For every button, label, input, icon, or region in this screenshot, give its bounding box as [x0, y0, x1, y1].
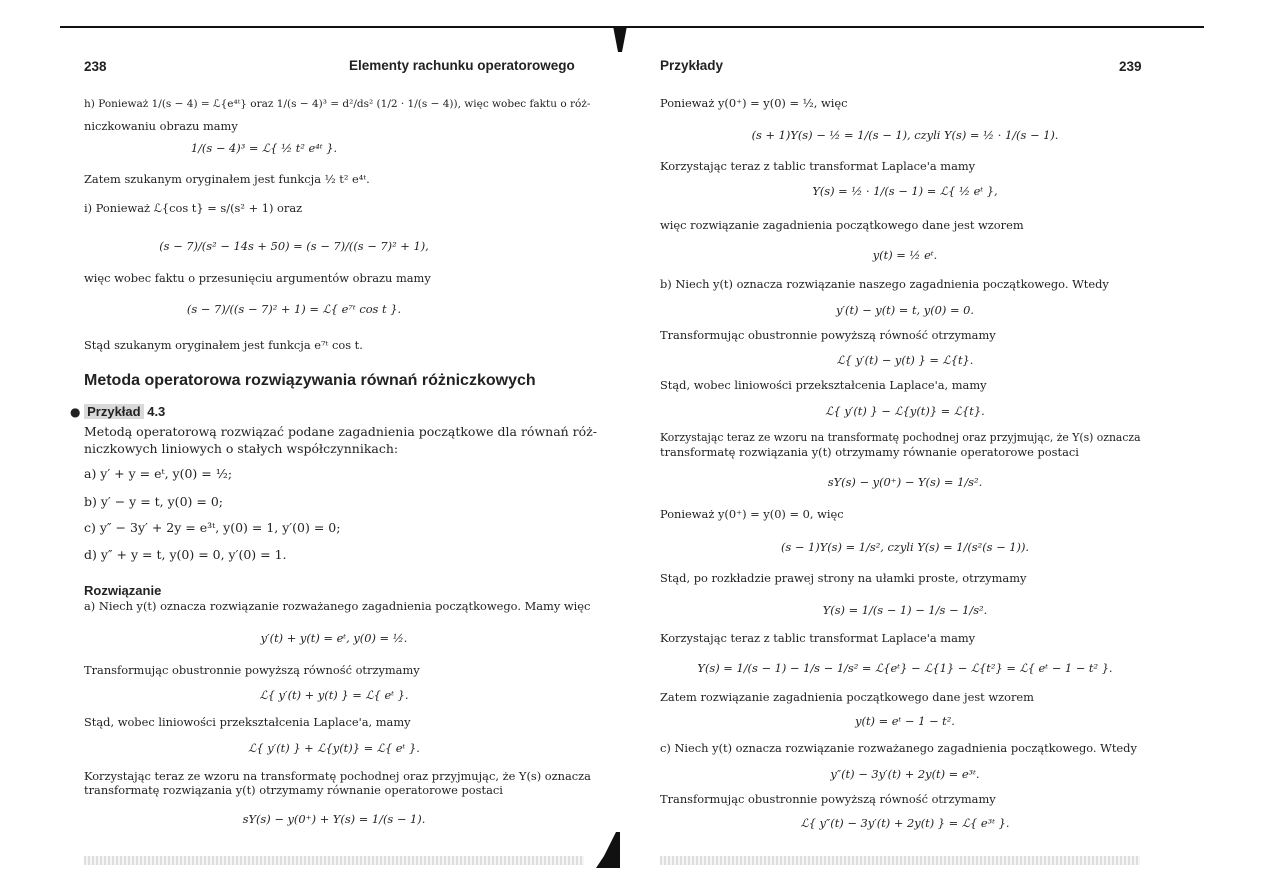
r1: Ponieważ y(0⁺) = y(0) = ½, więc — [660, 96, 848, 110]
i-equation1: (s − 7)/(s² − 14s + 50) = (s − 7)/((s − 7)² + 1), — [159, 239, 429, 253]
example-text2: niczkowych liniowych o stałych współczynnikach: — [84, 441, 399, 456]
sol-a-text3: Stąd, wobec liniowości przekształcenia Laplace'a, mamy — [84, 715, 411, 729]
h-line1: h) Ponieważ 1/(s − 4) = ℒ{e⁴ᵗ} oraz 1/(s − 4)³ = d²/ds² (1/2 · 1/(s − 4)), więc wobec faktu o róż- — [84, 98, 591, 110]
i-conclusion: Stąd szukanym oryginałem jest funkcja e⁷ᵗ cos t. — [84, 338, 363, 352]
b-eq2: ℒ{ y′(t) − y(t) } = ℒ{t}. — [836, 353, 974, 367]
b-eq6: Y(s) = 1/(s − 1) − 1/s − 1/s². — [822, 603, 988, 617]
sol-a-eq2: ℒ{ y′(t) + y(t) } = ℒ{ eᵗ }. — [259, 688, 409, 702]
c-line: c) Niech y(t) oznacza rozwiązanie rozważanego zagadnienia początkowego. Wtedy — [660, 741, 1137, 755]
b-eq3: ℒ{ y′(t) } − ℒ{y(t)} = ℒ{t}. — [825, 404, 985, 418]
b-line: b) Niech y(t) oznacza rozwiązanie naszego zagadnienia początkowego. Wtedy — [660, 277, 1109, 291]
left-page — [70, 0, 604, 893]
i-line2: więc wobec faktu o przesunięciu argumentów obrazu mamy — [84, 271, 431, 285]
c-eq1: y″(t) − 3y′(t) + 2y(t) = e³ᵗ. — [830, 767, 980, 781]
example-label: Przykład — [84, 404, 143, 419]
right-page-number: 239 — [1119, 59, 1142, 74]
right-page — [660, 0, 1150, 893]
b-text6: Ponieważ y(0⁺) = y(0) = 0, więc — [660, 507, 844, 521]
c-eq2: ℒ{ y″(t) − 3y′(t) + 2y(t) } = ℒ{ e³ᵗ }. — [800, 816, 1010, 830]
sol-a-eq3: ℒ{ y′(t) } + ℒ{y(t)} = ℒ{ eᵗ }. — [248, 741, 420, 755]
left-page-number: 238 — [84, 59, 107, 74]
gutter-mark-top — [613, 26, 627, 52]
sol-a-line: a) Niech y(t) oznacza rozwiązanie rozważanego zagadnienia początkowego. Mamy więc — [84, 599, 591, 613]
left-running-head: Elementy rachunku operatorowego — [349, 58, 575, 73]
b-eq4: sY(s) − y(0⁺) − Y(s) = 1/s². — [827, 475, 983, 489]
right-running-head: Przykłady — [660, 58, 724, 73]
b-text7: Stąd, po rozkładzie prawej strony na ułamki proste, otrzymamy — [660, 571, 1027, 585]
b-text2: Transformując obustronnie powyższą równość otrzymamy — [660, 328, 996, 342]
h-equation: 1/(s − 4)³ = ℒ{ ½ t² e⁴ᵗ }. — [190, 141, 338, 155]
h-conclusion: Zatem szukanym oryginałem jest funkcja ½ t² e⁴ᵗ. — [84, 172, 370, 186]
example-heading — [70, 405, 165, 419]
task-a: a) y′ + y = eᵗ, y(0) = ½; — [84, 466, 233, 481]
sol-a-text4: Korzystając teraz ze wzoru na transformatę pochodnej oraz przyjmując, że Y(s) oznacza — [84, 769, 591, 783]
r3-eq: y(t) = ½ eᵗ. — [872, 248, 938, 262]
section-title: Metoda operatorowa rozwiązywania równań różniczkowych — [84, 372, 536, 389]
b-text4: Korzystając teraz ze wzoru na transformatę pochodnej oraz przyjmując, że Y(s) oznacza — [660, 431, 1141, 444]
b-eq8: y(t) = eᵗ − 1 − t². — [855, 714, 955, 728]
r2-eq: Y(s) = ½ · 1/(s − 1) = ℒ{ ½ eᵗ }, — [812, 184, 998, 198]
b-text3: Stąd, wobec liniowości przekształcenia Laplace'a, mamy — [660, 378, 987, 392]
b-eq5: (s − 1)Y(s) = 1/s², czyli Y(s) = 1/(s²(s − 1)). — [780, 540, 1030, 554]
example-number: 4.3 — [147, 404, 166, 419]
b-eq7: Y(s) = 1/(s − 1) − 1/s − 1/s² = ℒ{eᵗ} − ℒ{1} − ℒ{t²} = ℒ{ eᵗ − 1 − t² }. — [697, 661, 1113, 675]
b-text5: transformatę rozwiązania y(t) otrzymamy równanie operatorowe postaci — [660, 445, 1079, 459]
solution-title: Rozwiązanie — [84, 583, 162, 598]
b-text8: Korzystając teraz z tablic transformat Laplace'a mamy — [660, 631, 976, 645]
h-line2: niczkowaniu obrazu mamy — [84, 119, 238, 133]
r2: Korzystając teraz z tablic transformat Laplace'a mamy — [660, 159, 976, 173]
task-c: c) y″ − 3y′ + 2y = e³ᵗ, y(0) = 1, y′(0) = 0; — [84, 520, 341, 535]
sol-a-text5: transformatę rozwiązania y(t) otrzymamy równanie operatorowe postaci — [84, 783, 503, 797]
example-bullet: ● — [70, 405, 81, 419]
c-text2: Transformując obustronnie powyższą równość otrzymamy — [660, 792, 996, 806]
r3: więc rozwiązanie zagadnienia początkowego dane jest wzorem — [660, 218, 1024, 232]
i-line1: i) Ponieważ ℒ{cos t} = s/(s² + 1) oraz — [84, 201, 303, 215]
b-eq1: y′(t) − y(t) = t, y(0) = 0. — [835, 303, 974, 317]
sol-a-text2: Transformując obustronnie powyższą równość otrzymamy — [84, 663, 420, 677]
r1-eq: (s + 1)Y(s) − ½ = 1/(s − 1), czyli Y(s) = ½ · 1/(s − 1). — [751, 128, 1059, 142]
task-b: b) y′ − y = t, y(0) = 0; — [84, 494, 223, 509]
sol-a-eq1: y′(t) + y(t) = eᵗ, y(0) = ½. — [260, 631, 408, 645]
i-equation2: (s − 7)/((s − 7)² + 1) = ℒ{ e⁷ᵗ cos t }. — [186, 302, 402, 316]
b-text9: Zatem rozwiązanie zagadnienia początkowego dane jest wzorem — [660, 690, 1034, 704]
sol-a-eq4: sY(s) − y(0⁺) + Y(s) = 1/(s − 1). — [242, 812, 426, 826]
task-d: d) y″ + y = t, y(0) = 0, y′(0) = 1. — [84, 547, 287, 562]
example-text1: Metodą operatorową rozwiązać podane zagadnienia początkowe dla równań róż- — [84, 424, 597, 439]
